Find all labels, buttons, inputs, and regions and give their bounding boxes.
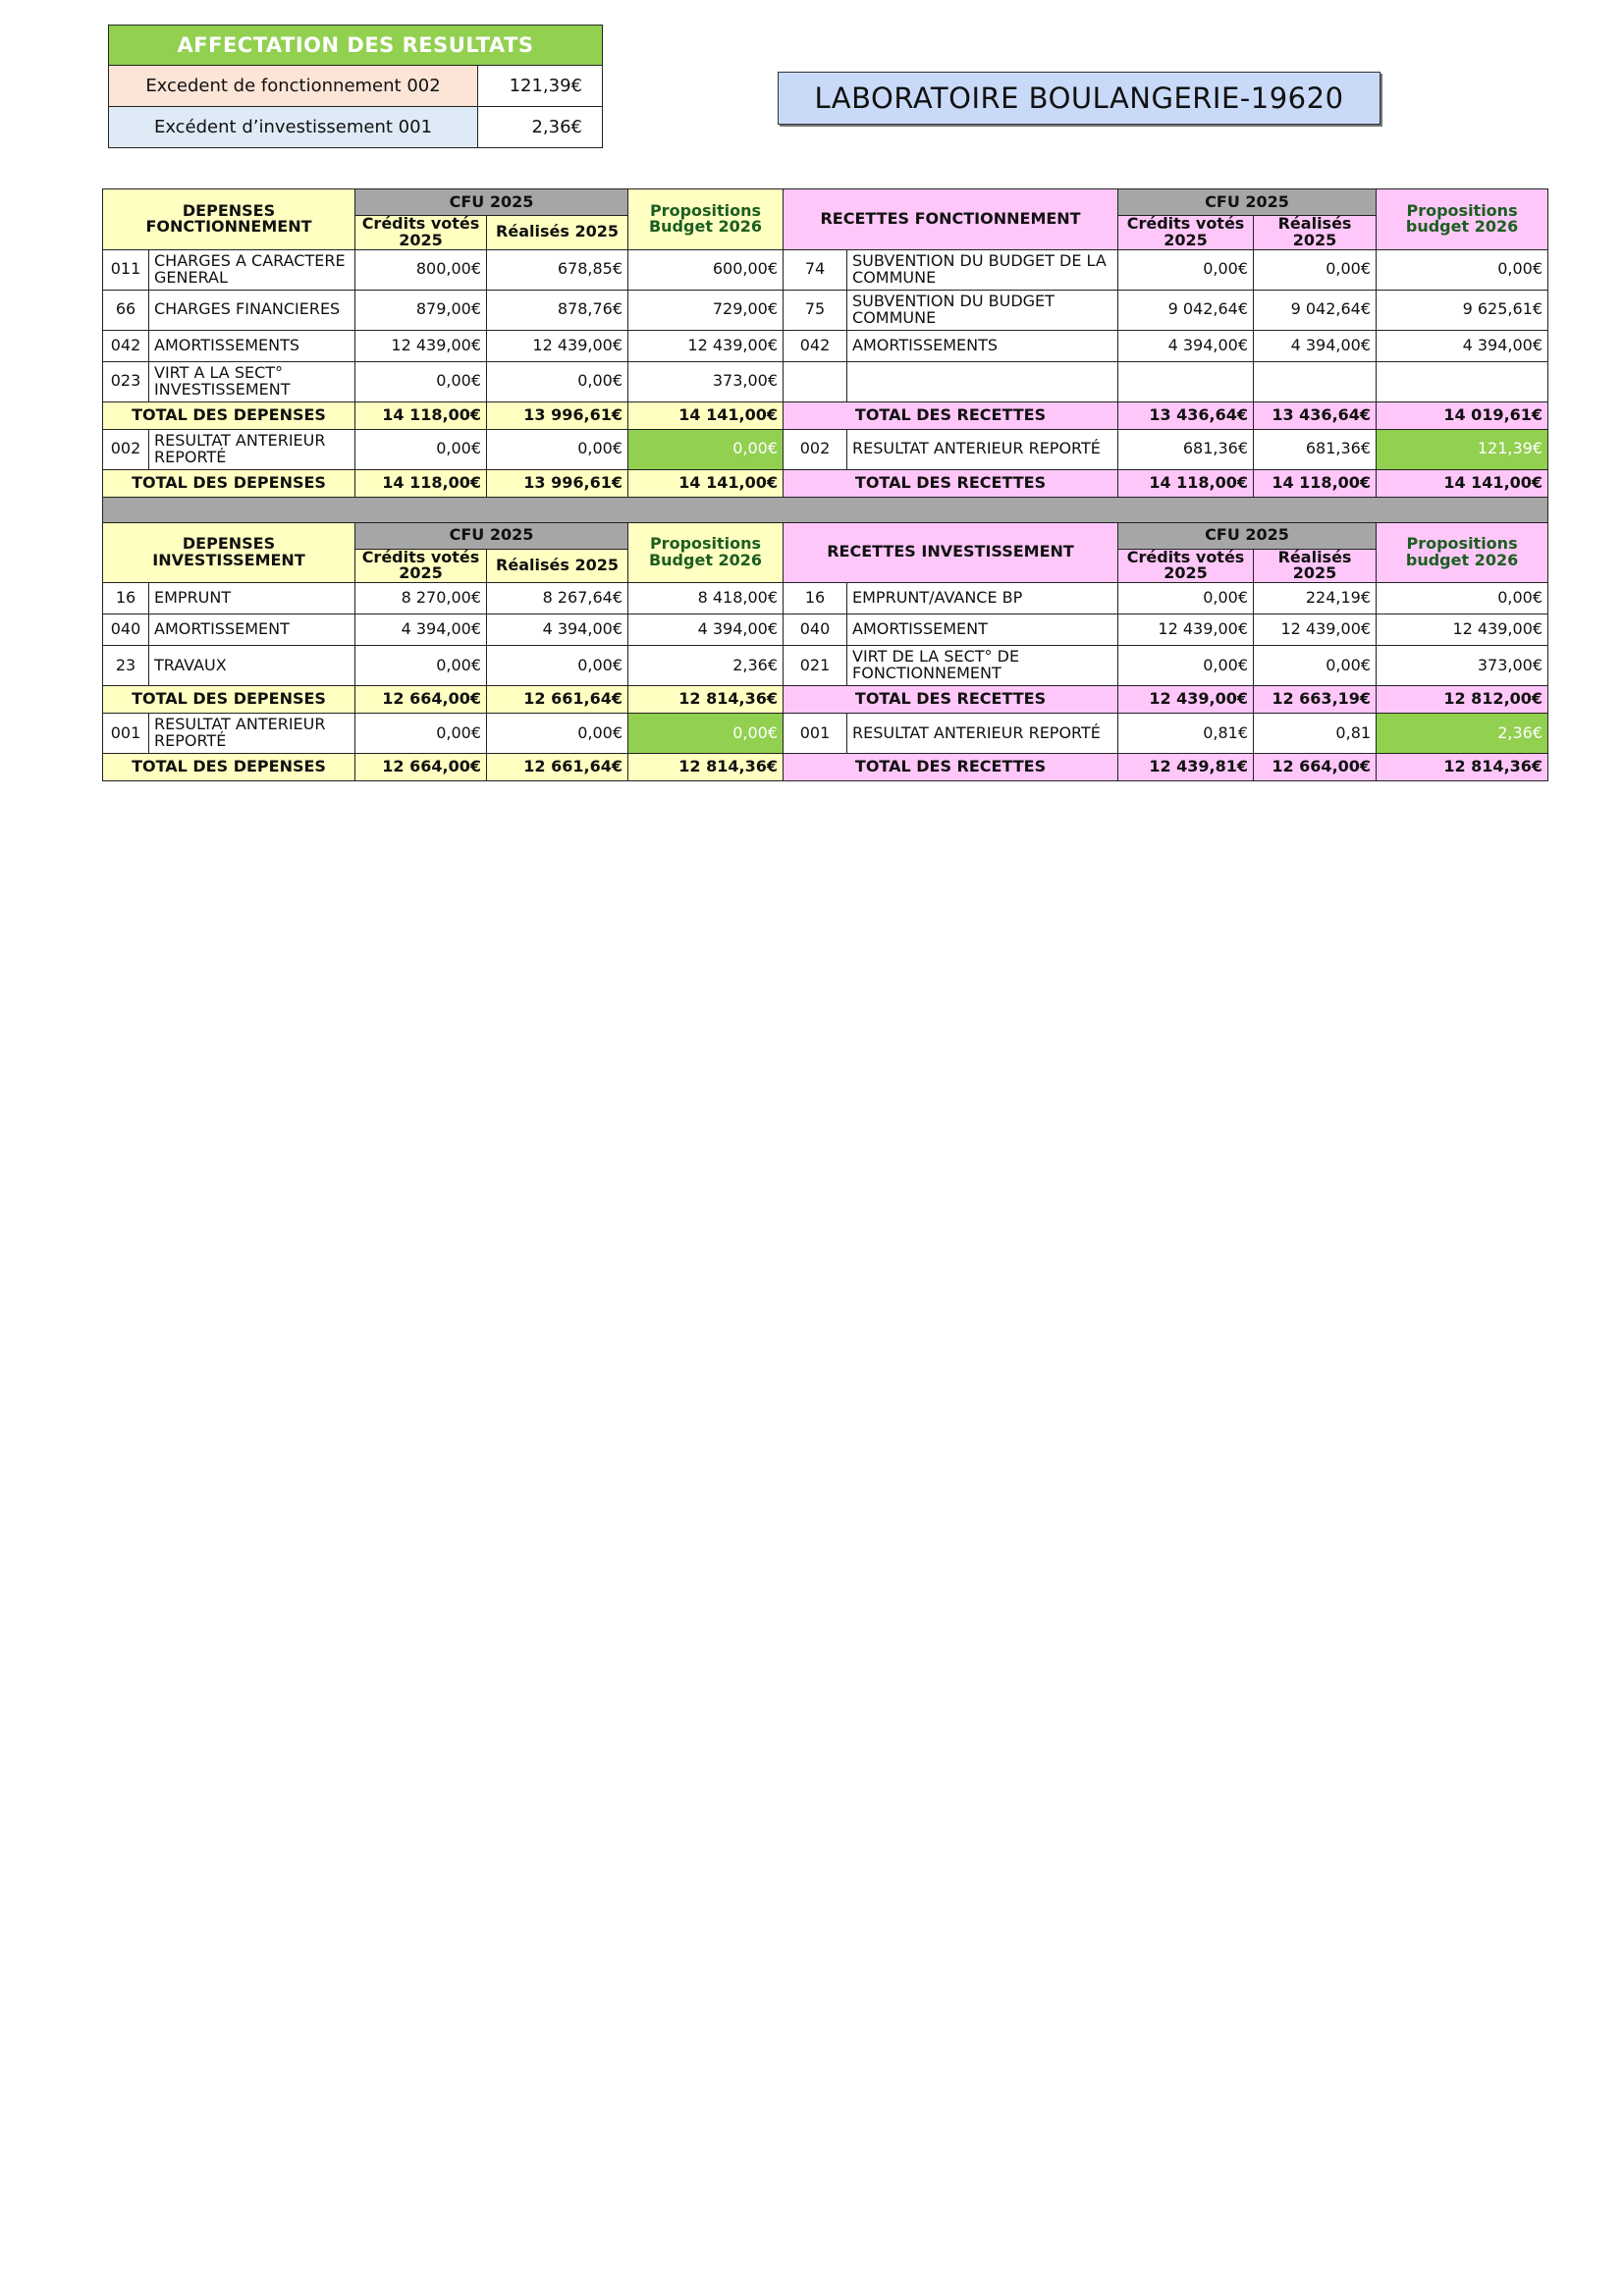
total-depenses-realises: 12 661,64€	[487, 754, 628, 781]
header-row	[103, 189, 1548, 216]
total-depenses-proposition: 14 141,00€	[628, 469, 784, 497]
table-row	[103, 583, 1548, 614]
total-depenses-realises: 12 661,64€	[487, 686, 628, 714]
propositions-header: Propositions budget 2026	[1377, 189, 1548, 250]
recette-code: 021	[784, 646, 847, 686]
propositions-header: Propositions Budget 2026	[628, 522, 784, 583]
depense-code: 23	[103, 646, 149, 686]
total-row	[103, 469, 1548, 497]
depense-realises: 878,76€	[487, 290, 628, 330]
affectation-label: Excédent d’investissement 001	[109, 107, 478, 148]
depense-label: CHARGES FINANCIERES	[149, 290, 355, 330]
recette-code: 042	[784, 330, 847, 361]
depense-code: 002	[103, 429, 149, 469]
total-recettes-label: TOTAL DES RECETTES	[784, 754, 1118, 781]
depense-proposition: 2,36€	[628, 646, 784, 686]
recette-code	[784, 361, 847, 401]
table-row	[103, 361, 1548, 401]
affectation-value: 121,39€	[478, 66, 603, 107]
recette-credits: 0,00€	[1118, 646, 1254, 686]
recette-credits: 12 439,00€	[1118, 614, 1254, 646]
total-recettes-proposition: 12 812,00€	[1377, 686, 1548, 714]
depense-label: EMPRUNT	[149, 583, 355, 614]
table-row	[103, 646, 1548, 686]
depense-label: AMORTISSEMENTS	[149, 330, 355, 361]
depense-label: CHARGES A CARACTERE GENERAL	[149, 249, 355, 290]
recette-proposition	[1377, 361, 1548, 401]
depense-realises: 8 267,64€	[487, 583, 628, 614]
credits-header: Crédits votés 2025	[355, 216, 487, 250]
total-recettes-proposition: 12 814,36€	[1377, 754, 1548, 781]
report-row	[103, 714, 1548, 754]
depense-credits: 12 439,00€	[355, 330, 487, 361]
depense-code: 011	[103, 249, 149, 290]
cfu-header: CFU 2025	[1118, 189, 1377, 216]
depense-credits: 4 394,00€	[355, 614, 487, 646]
affectation-row	[109, 66, 603, 107]
realises-header: Réalisés 2025	[487, 216, 628, 250]
total-recettes-realises: 12 664,00€	[1254, 754, 1377, 781]
recette-code: 75	[784, 290, 847, 330]
recette-credits: 0,81€	[1118, 714, 1254, 754]
table-row	[103, 614, 1548, 646]
total-depenses-credits: 14 118,00€	[355, 469, 487, 497]
recette-credits: 9 042,64€	[1118, 290, 1254, 330]
recette-credits: 681,36€	[1118, 429, 1254, 469]
credits-header: Crédits votés 2025	[1118, 549, 1254, 583]
total-recettes-proposition: 14 141,00€	[1377, 469, 1548, 497]
depense-label: VIRT A LA SECT° INVESTISSEMENT	[149, 361, 355, 401]
report-row	[103, 429, 1548, 469]
depense-label: RESULTAT ANTERIEUR REPORTÉ	[149, 714, 355, 754]
fonctionnement-section	[103, 189, 1548, 498]
header-row	[103, 522, 1548, 549]
total-depenses-label: TOTAL DES DEPENSES	[103, 469, 355, 497]
recette-label	[847, 361, 1118, 401]
recette-label: EMPRUNT/AVANCE BP	[847, 583, 1118, 614]
depense-realises: 12 439,00€	[487, 330, 628, 361]
recette-realises: 681,36€	[1254, 429, 1377, 469]
total-depenses-proposition: 12 814,36€	[628, 686, 784, 714]
total-depenses-proposition: 12 814,36€	[628, 754, 784, 781]
total-depenses-realises: 13 996,61€	[487, 401, 628, 429]
total-recettes-credits: 14 118,00€	[1118, 469, 1254, 497]
subtotal-row	[103, 686, 1548, 714]
total-row	[103, 754, 1548, 781]
depense-proposition: 0,00€	[628, 714, 784, 754]
depense-credits: 879,00€	[355, 290, 487, 330]
depense-credits: 800,00€	[355, 249, 487, 290]
credits-header: Crédits votés 2025	[1118, 216, 1254, 250]
recette-proposition: 4 394,00€	[1377, 330, 1548, 361]
table-row	[103, 330, 1548, 361]
recette-realises: 9 042,64€	[1254, 290, 1377, 330]
depense-realises: 4 394,00€	[487, 614, 628, 646]
depense-code: 042	[103, 330, 149, 361]
realises-header: Réalisés 2025	[1254, 549, 1377, 583]
recette-code: 16	[784, 583, 847, 614]
recette-realises: 4 394,00€	[1254, 330, 1377, 361]
depense-proposition: 4 394,00€	[628, 614, 784, 646]
depense-proposition: 0,00€	[628, 429, 784, 469]
recette-proposition: 121,39€	[1377, 429, 1548, 469]
table-row	[103, 249, 1548, 290]
depenses-header: DEPENSES FONCTIONNEMENT	[103, 189, 355, 250]
total-recettes-realises: 14 118,00€	[1254, 469, 1377, 497]
cfu-header: CFU 2025	[355, 189, 628, 216]
total-depenses-proposition: 14 141,00€	[628, 401, 784, 429]
recette-code: 040	[784, 614, 847, 646]
recette-code: 001	[784, 714, 847, 754]
recette-label: RESULTAT ANTERIEUR REPORTÉ	[847, 429, 1118, 469]
depense-realises: 0,00€	[487, 361, 628, 401]
affectation-value: 2,36€	[478, 107, 603, 148]
depense-realises: 0,00€	[487, 714, 628, 754]
depense-code: 16	[103, 583, 149, 614]
recette-proposition: 0,00€	[1377, 583, 1548, 614]
recette-credits: 4 394,00€	[1118, 330, 1254, 361]
budget-table	[102, 188, 1548, 781]
total-depenses-label: TOTAL DES DEPENSES	[103, 401, 355, 429]
depense-code: 040	[103, 614, 149, 646]
depense-credits: 8 270,00€	[355, 583, 487, 614]
depense-credits: 0,00€	[355, 646, 487, 686]
recette-proposition: 12 439,00€	[1377, 614, 1548, 646]
recette-realises	[1254, 361, 1377, 401]
depense-realises: 0,00€	[487, 429, 628, 469]
recette-proposition: 9 625,61€	[1377, 290, 1548, 330]
total-recettes-proposition: 14 019,61€	[1377, 401, 1548, 429]
total-recettes-label: TOTAL DES RECETTES	[784, 686, 1118, 714]
depense-proposition: 8 418,00€	[628, 583, 784, 614]
affectation-table	[108, 25, 603, 148]
depense-label: AMORTISSEMENT	[149, 614, 355, 646]
recette-realises: 224,19€	[1254, 583, 1377, 614]
cfu-header: CFU 2025	[355, 522, 628, 549]
total-depenses-credits: 14 118,00€	[355, 401, 487, 429]
subtotal-row	[103, 401, 1548, 429]
depense-credits: 0,00€	[355, 429, 487, 469]
section-separator	[103, 497, 1548, 522]
cfu-header: CFU 2025	[1118, 522, 1377, 549]
depense-proposition: 373,00€	[628, 361, 784, 401]
depense-code: 66	[103, 290, 149, 330]
depense-credits: 0,00€	[355, 714, 487, 754]
propositions-header: Propositions budget 2026	[1377, 522, 1548, 583]
recette-label: VIRT DE LA SECT° DE FONCTIONNEMENT	[847, 646, 1118, 686]
recette-realises: 0,00€	[1254, 646, 1377, 686]
total-recettes-credits: 13 436,64€	[1118, 401, 1254, 429]
realises-header: Réalisés 2025	[1254, 216, 1377, 250]
recette-code: 002	[784, 429, 847, 469]
recette-realises: 12 439,00€	[1254, 614, 1377, 646]
total-recettes-credits: 12 439,81€	[1118, 754, 1254, 781]
total-depenses-credits: 12 664,00€	[355, 686, 487, 714]
depense-code: 001	[103, 714, 149, 754]
recette-proposition: 2,36€	[1377, 714, 1548, 754]
depense-label: TRAVAUX	[149, 646, 355, 686]
affectation-title: AFFECTATION DES RESULTATS	[109, 26, 603, 66]
recette-code: 74	[784, 249, 847, 290]
recette-label: RESULTAT ANTERIEUR REPORTÉ	[847, 714, 1118, 754]
recettes-header: RECETTES FONCTIONNEMENT	[784, 189, 1118, 250]
recette-label: SUBVENTION DU BUDGET COMMUNE	[847, 290, 1118, 330]
recette-proposition: 0,00€	[1377, 249, 1548, 290]
depense-label: RESULTAT ANTERIEUR REPORTÉ	[149, 429, 355, 469]
recettes-header: RECETTES INVESTISSEMENT	[784, 522, 1118, 583]
depense-proposition: 729,00€	[628, 290, 784, 330]
total-depenses-label: TOTAL DES DEPENSES	[103, 754, 355, 781]
recette-credits: 0,00€	[1118, 583, 1254, 614]
realises-header: Réalisés 2025	[487, 549, 628, 583]
depenses-header: DEPENSES INVESTISSEMENT	[103, 522, 355, 583]
recette-label: AMORTISSEMENTS	[847, 330, 1118, 361]
total-depenses-label: TOTAL DES DEPENSES	[103, 686, 355, 714]
recette-label: AMORTISSEMENT	[847, 614, 1118, 646]
depense-proposition: 600,00€	[628, 249, 784, 290]
depense-realises: 678,85€	[487, 249, 628, 290]
total-depenses-realises: 13 996,61€	[487, 469, 628, 497]
investissement-section	[103, 522, 1548, 781]
total-depenses-credits: 12 664,00€	[355, 754, 487, 781]
affectation-row	[109, 107, 603, 148]
depense-proposition: 12 439,00€	[628, 330, 784, 361]
table-row	[103, 290, 1548, 330]
lab-title: LABORATOIRE BOULANGERIE-19620	[778, 72, 1380, 125]
propositions-header: Propositions Budget 2026	[628, 189, 784, 250]
depense-credits: 0,00€	[355, 361, 487, 401]
total-recettes-label: TOTAL DES RECETTES	[784, 401, 1118, 429]
recette-credits	[1118, 361, 1254, 401]
total-recettes-label: TOTAL DES RECETTES	[784, 469, 1118, 497]
total-recettes-credits: 12 439,00€	[1118, 686, 1254, 714]
credits-header: Crédits votés 2025	[355, 549, 487, 583]
recette-credits: 0,00€	[1118, 249, 1254, 290]
recette-realises: 0,81	[1254, 714, 1377, 754]
depense-code: 023	[103, 361, 149, 401]
total-recettes-realises: 12 663,19€	[1254, 686, 1377, 714]
total-recettes-realises: 13 436,64€	[1254, 401, 1377, 429]
recette-realises: 0,00€	[1254, 249, 1377, 290]
recette-label: SUBVENTION DU BUDGET DE LA COMMUNE	[847, 249, 1118, 290]
recette-proposition: 373,00€	[1377, 646, 1548, 686]
affectation-label: Excedent de fonctionnement 002	[109, 66, 478, 107]
depense-realises: 0,00€	[487, 646, 628, 686]
